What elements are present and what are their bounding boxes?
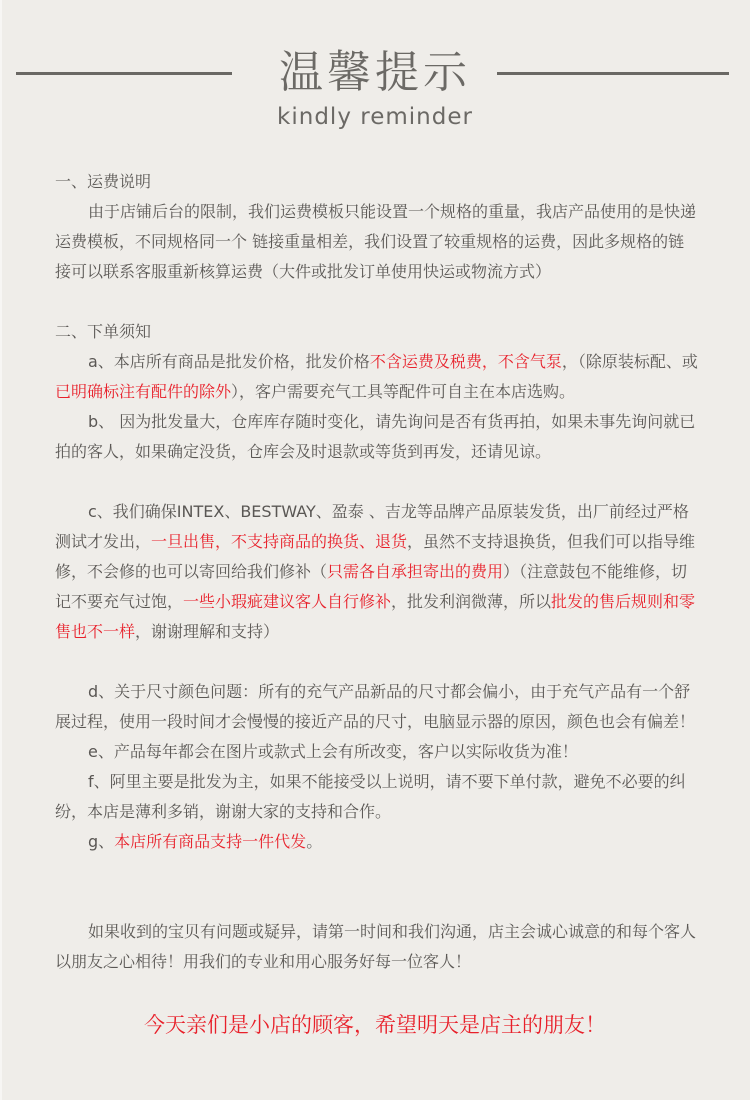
page-edge [0, 0, 2, 1100]
item-c-text-4: ，批发利润微薄，所以 [391, 592, 552, 611]
order-item-b: b、 因为批发量大，仓库库存随时变化，请先询问是否有货再拍，如果未事先询问就已拍的客人，如果确定没货，仓库会及时退款或等货到再发，还请见谅。 [55, 412, 696, 461]
item-c-text-3: ）（注意鼓包不能维修，切记不要充气过饱， [55, 562, 688, 611]
page-title: 温馨提示 [279, 47, 471, 98]
item-g-highlight: 本店所有商品支持一件代发 [114, 832, 307, 851]
item-c-highlight-1: 一旦出售，不支持商品的换货、退货 [151, 532, 408, 551]
item-a-text-2: ，（除原装标配、或 [561, 352, 698, 371]
item-c-highlight-3: 一些小瑕疵建议客人自行修补 [183, 592, 392, 611]
item-a-text-3: ），客户需要充气工具等配件可自主在本店选购。 [231, 382, 576, 401]
order-item-g [55, 827, 700, 857]
order-item-f: f、阿里主要是批发为主，如果不能接受以上说明，请不要下单付款，避免不必要的纠纷，本店是薄利多销，谢谢大家的支持和合作。 [55, 772, 686, 821]
item-a-highlight-1: 不含运费及税费，不含气泵 [369, 352, 562, 371]
section-footer-note [55, 917, 700, 977]
item-c-text-2: ，虽然不支持退换货，但我们可以指导维修，不会修的也可以寄回给我们修补（ [55, 532, 696, 581]
page-subtitle: kindly reminder [277, 104, 473, 130]
closing-slogan: 今天亲们是小店的顾客，希望明天是店主的朋友！ [144, 1013, 606, 1037]
order-item-a [55, 347, 700, 407]
section-order-notes [55, 317, 700, 467]
item-a-highlight-2: 已明确标注有配件的除外 [55, 382, 232, 401]
item-c-highlight-4: 批发的售后规则和零售也不一样 [55, 592, 696, 641]
item-g-prefix: g、 [88, 832, 115, 851]
order-item-e: e、产品每年都会在图片或款式上会有所改变，客户以实际收货为准！ [88, 742, 578, 761]
section-item-c [55, 497, 700, 647]
order-item-c [55, 497, 700, 647]
item-g-suffix: 。 [306, 832, 323, 851]
item-a-text: a、本店所有商品是批发价格，批发价格 [88, 352, 370, 371]
section-heading-order: 二、下单须知 [55, 322, 152, 341]
item-c-highlight-2: 只需各自承担寄出的费用 [327, 562, 504, 581]
item-c-text-5: ，谢谢理解和支持） [135, 622, 280, 641]
section-items-d-g [55, 677, 700, 857]
item-c-text: c、我们确保INTEX、BESTWAY、盈泰 、吉龙等品牌产品原装发货，出厂前经过严格测试才发出， [55, 502, 689, 551]
footer-note: 如果收到的宝贝有问题或疑异，请第一时间和我们沟通，店主会诚心诚意的和每个客人以朋友之心相待！用我们的专业和用心服务好每一位客人！ [55, 922, 697, 971]
shipping-paragraph: 由于店铺后台的限制，我们运费模板只能设置一个规格的重量，我店产品使用的是快递运费模板，不同规格同一个 链接重量相差，我们设置了较重规格的运费，因此多规格的链接可以联系客服重新核算运费（大件或批发订单使用快运或物流方式） [55, 202, 697, 281]
section-heading-shipping: 一、运费说明 [55, 172, 152, 191]
section-shipping [55, 167, 700, 287]
order-item-d: d、关于尺寸颜色问题：所有的充气产品新品的尺寸都会偏小，由于充气产品有一个舒展过程，使用一段时间才会慢慢的接近产品的尺寸，电脑显示器的原因，颜色也会有偏差！ [55, 682, 696, 731]
